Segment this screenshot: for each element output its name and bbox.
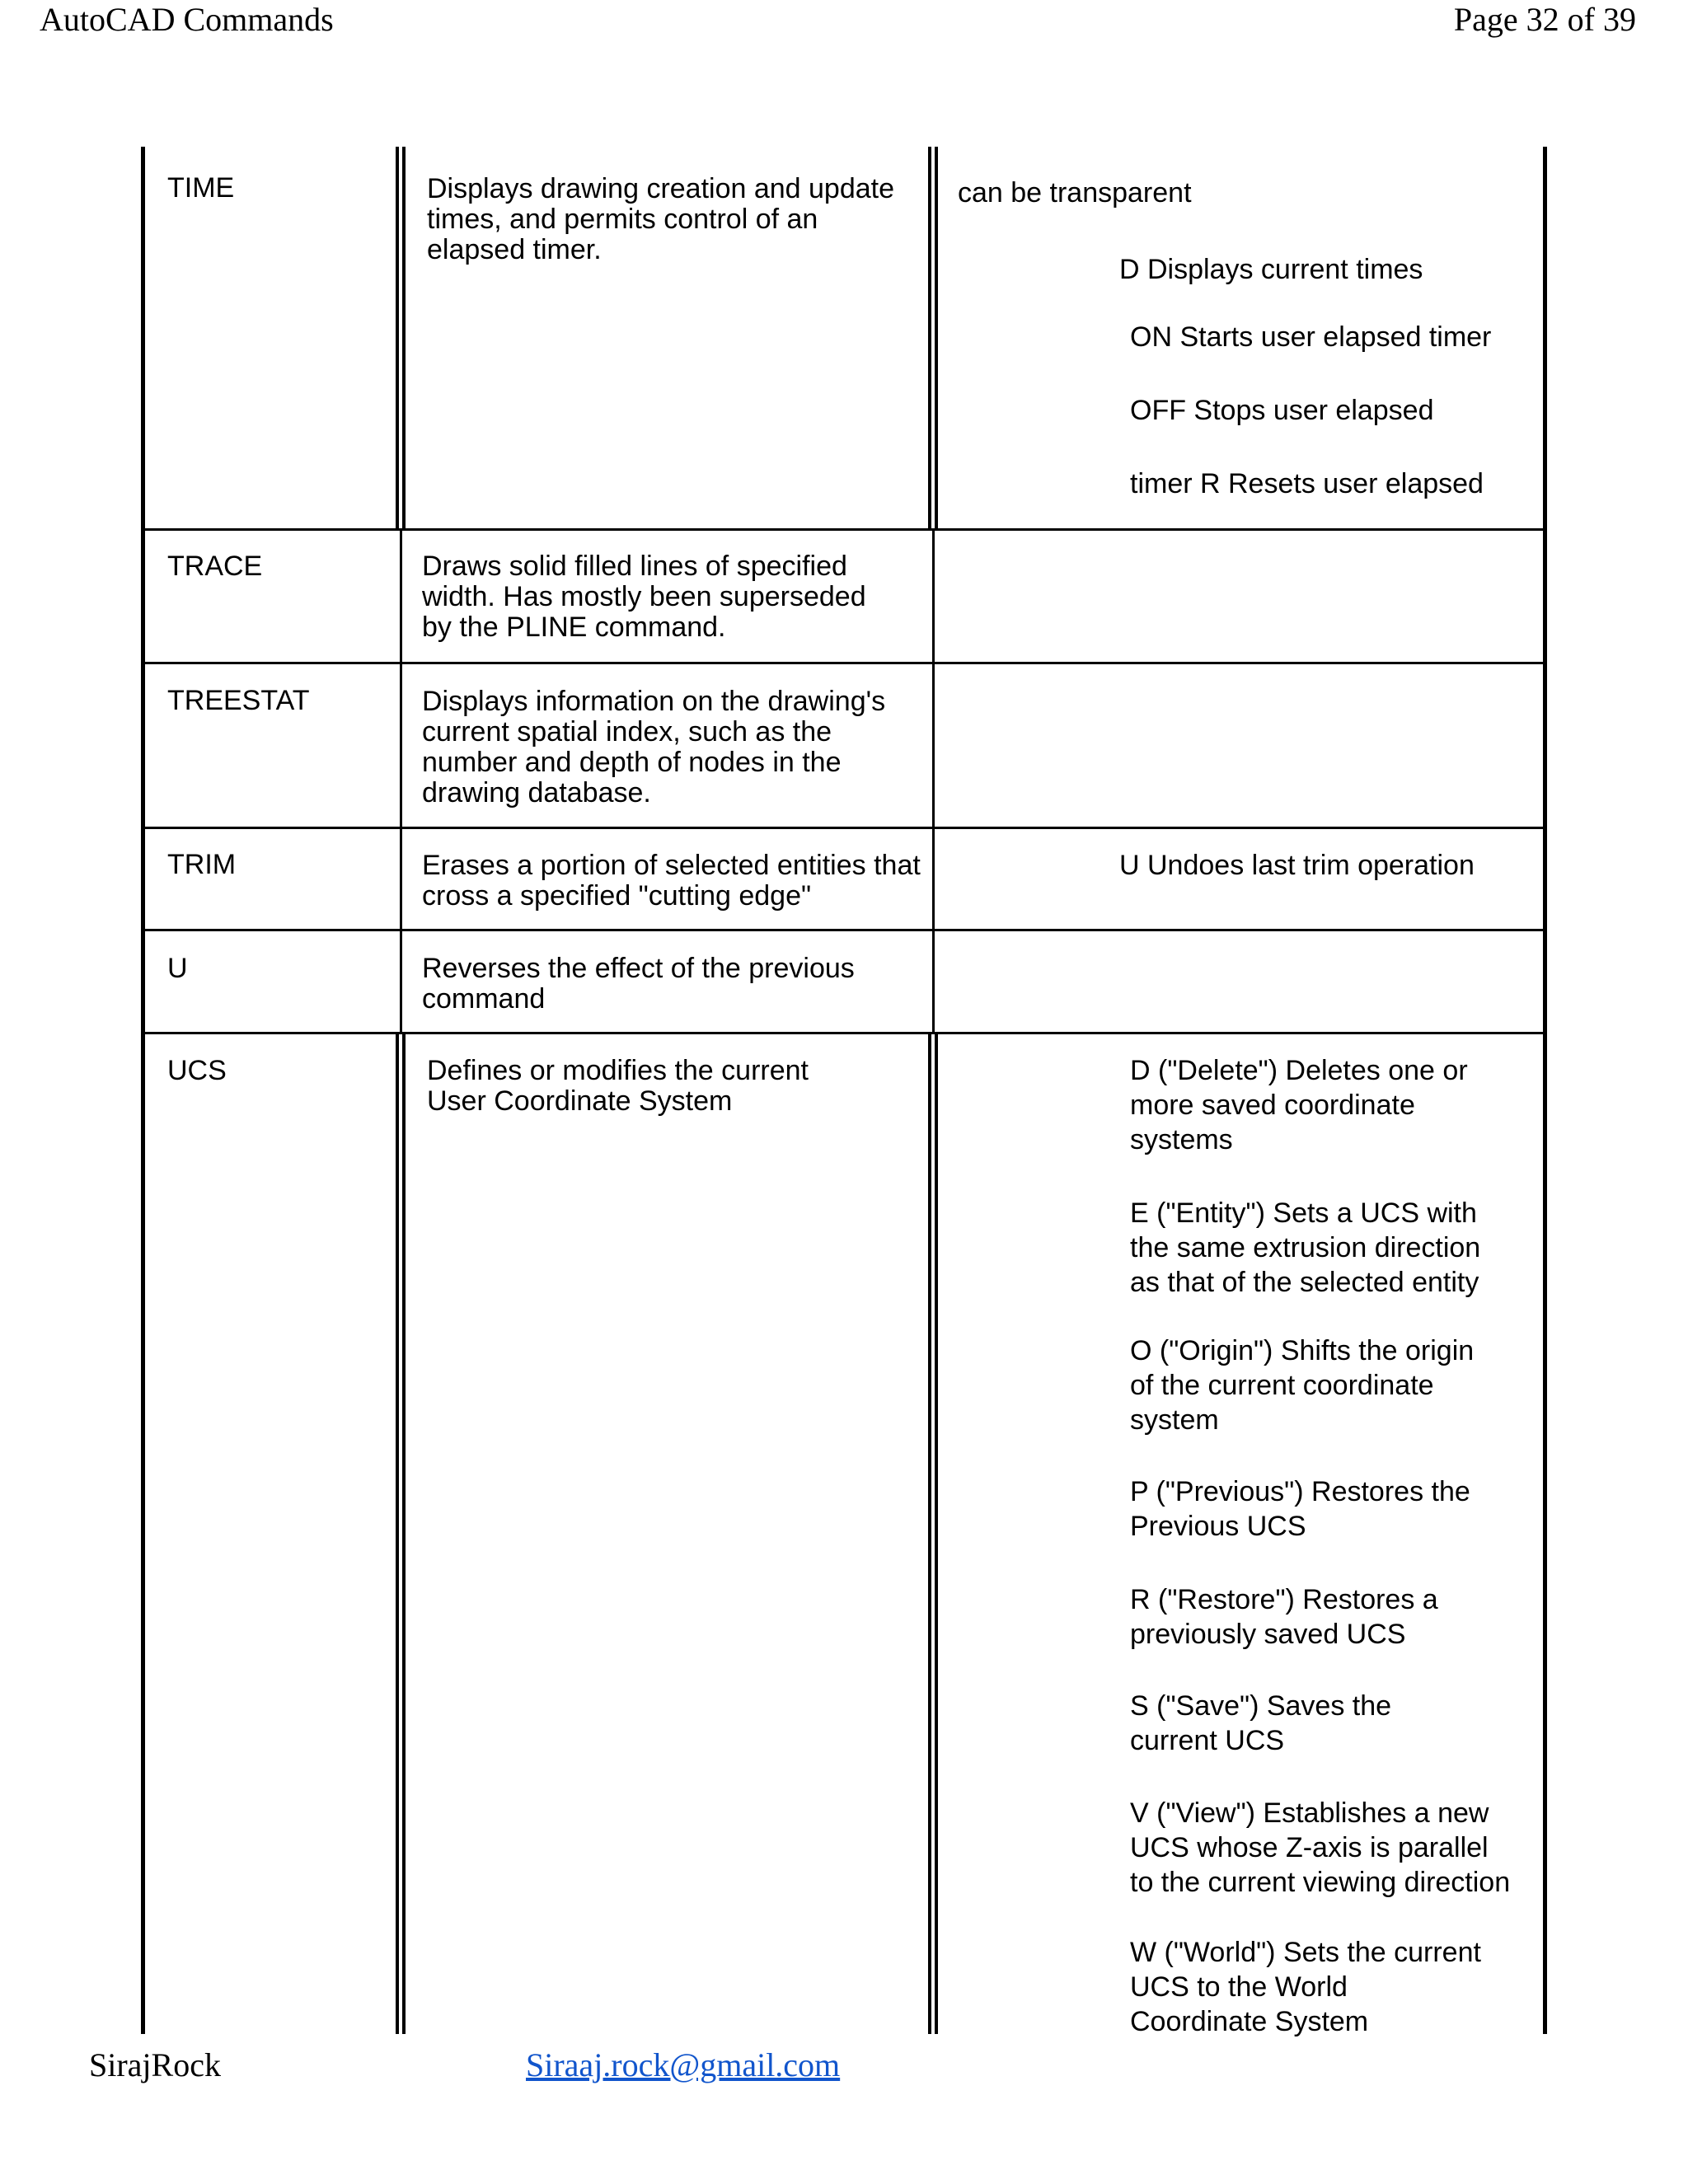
command-option: OFF Stops user elapsed	[1130, 395, 1434, 426]
col-divider-1-double-a	[396, 147, 399, 530]
col-divider-2-double-b	[935, 147, 938, 530]
command-name: TREESTAT	[167, 685, 310, 716]
col-divider-2-single	[932, 530, 935, 1034]
command-name: TIME	[167, 172, 235, 204]
command-option: U Undoes last trim operation	[1119, 850, 1475, 881]
command-description: Defines or modifies the current User Coordinate System	[427, 1055, 809, 1117]
command-option: S ("Save") Saves the current UCS	[1130, 1690, 1392, 1756]
row-separator	[141, 662, 1547, 664]
command-option: W ("World") Sets the current UCS to the World Coordinate System	[1130, 1937, 1481, 2037]
command-description: Displays drawing creation and update times, and permits control of an elapsed timer.	[427, 173, 895, 265]
command-option: R ("Restore") Restores a previously saved UCS	[1130, 1584, 1438, 1650]
table-border-left	[141, 147, 145, 2034]
command-description: Erases a portion of selected entities that cross a specified "cutting edge"	[422, 850, 921, 912]
command-name: TRIM	[167, 849, 237, 880]
command-description: Draws solid filled lines of specified width. Has mostly been superseded by the PLINE command.	[422, 551, 866, 643]
command-option: D ("Delete") Deletes one or more saved coordinate systems	[1130, 1055, 1468, 1155]
command-option: V ("View") Establishes a new UCS whose Z-axis is parallel to the current viewing direction	[1130, 1797, 1511, 1898]
command-description: Reverses the effect of the previous command	[422, 953, 855, 1015]
col-divider-1-single	[400, 530, 402, 1034]
page-indicator: Page 32 of 39	[1453, 1, 1636, 38]
col-divider-2-double-d	[935, 1034, 938, 2034]
row-separator	[141, 827, 1547, 829]
command-notes: can be transparent	[958, 177, 1192, 209]
col-divider-1-double-b	[402, 147, 406, 530]
command-option: O ("Origin") Shifts the origin of the current coordinate system	[1130, 1335, 1475, 1436]
command-name: U	[167, 953, 188, 984]
command-option: P ("Previous") Restores the Previous UCS	[1130, 1476, 1470, 1542]
row-separator	[141, 929, 1547, 931]
col-divider-2-double-a	[928, 147, 931, 530]
command-option: D Displays current times	[1119, 254, 1423, 285]
command-description: Displays information on the drawing's current spatial index, such as the number and depth of nodes in the drawing database.	[422, 686, 886, 808]
footer-email-link[interactable]: Siraaj.rock@gmail.com	[526, 2046, 841, 2083]
table-border-right	[1543, 147, 1547, 2034]
command-option: E ("Entity") Sets a UCS with the same extrusion direction as that of the selected entity	[1130, 1197, 1481, 1298]
row-separator	[141, 528, 1547, 531]
col-divider-1-double-c	[396, 1034, 399, 2034]
footer-author: SirajRock	[89, 2046, 221, 2083]
document-title: AutoCAD Commands	[40, 1, 334, 38]
command-name: UCS	[167, 1055, 227, 1086]
row-separator	[141, 1032, 1547, 1034]
command-option: timer R Resets user elapsed	[1130, 468, 1484, 499]
command-option: ON Starts user elapsed timer	[1130, 321, 1492, 353]
col-divider-1-double-d	[402, 1034, 406, 2034]
col-divider-2-double-c	[928, 1034, 931, 2034]
command-name: TRACE	[167, 551, 263, 582]
